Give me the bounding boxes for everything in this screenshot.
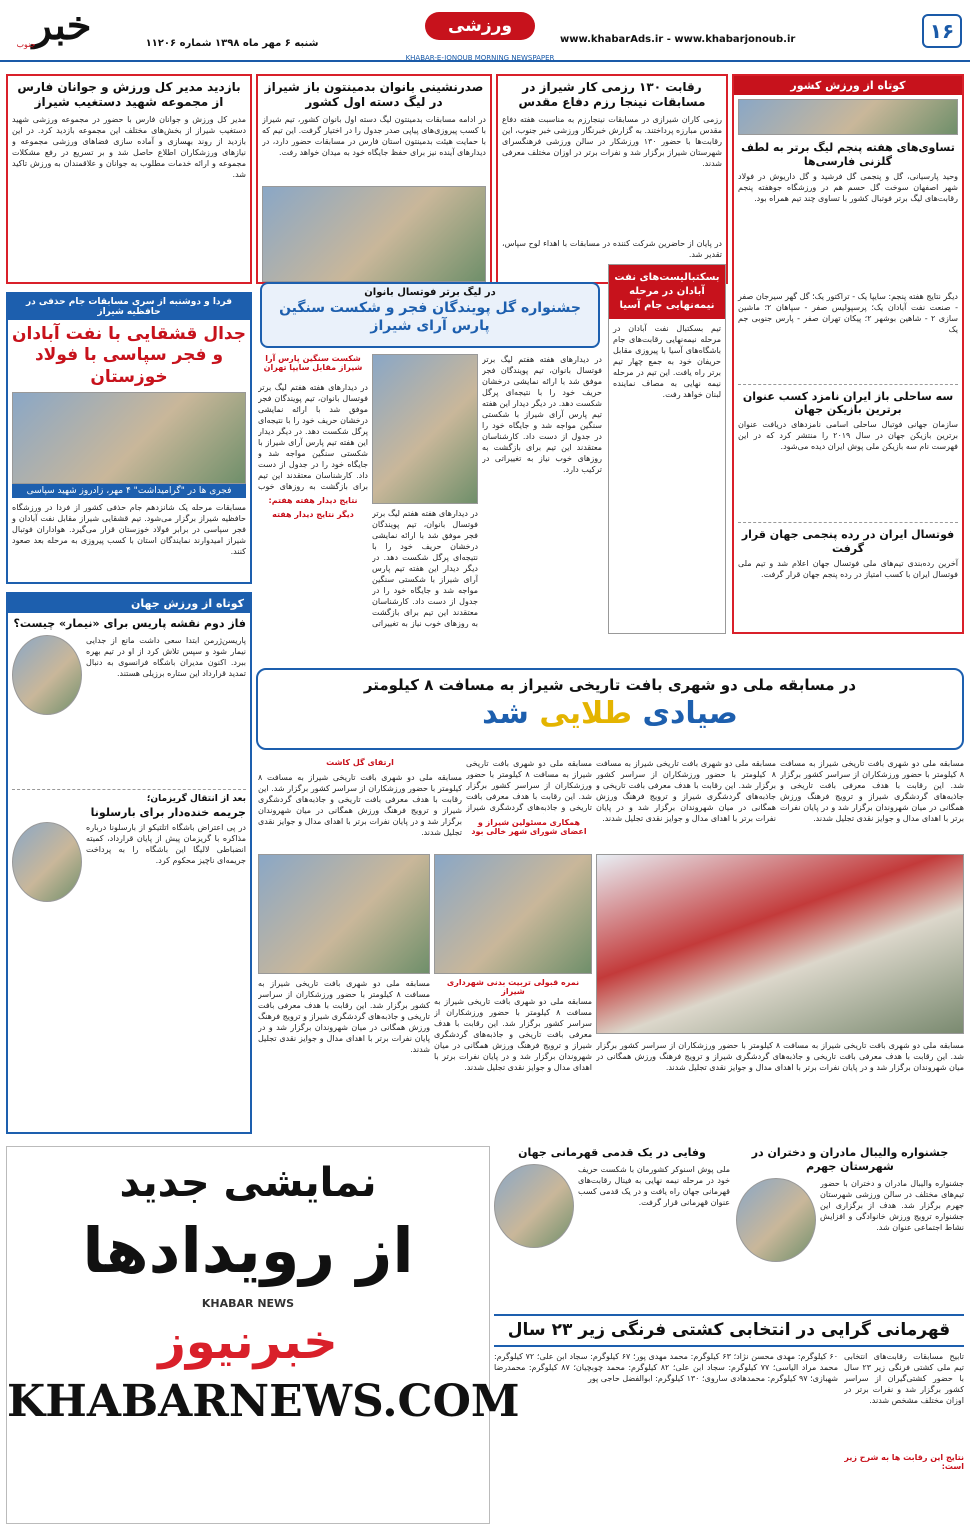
subhead: نتایج دیدار هفته هفتم: — [268, 496, 358, 505]
article-ninja-rezm — [496, 74, 728, 284]
subhead: نمره قبولی تربیت بدنی شهرداری شیراز — [446, 978, 580, 996]
headline: فاز دوم نقشه پاریس برای «نیمار» چیست؟ — [13, 617, 246, 630]
article-futsal — [256, 282, 604, 634]
section-badge: ورزشی — [425, 12, 535, 40]
article-body-2: در دیدارهای هفته هفتم لیگ برتر فوتسال بانوان، تیم پویندگان فجر موفق شد با ارائه نمایشی درخشان حریف خود را با نتیجه‌ای پرگل شکست دهد. در دیگر دیدار این هفته تیم پارس آرای شیراز با شکستی سنگین مواجه شد و جایگاه خود را در جدول از دست داد. کارشناسان معتقدند این تیم برای بازگشت به روزهای خوب نیاز به تغییراتی — [372, 509, 478, 628]
headline: فوتسال ایران در رده پنجمی جهان قرار گرفت — [741, 528, 955, 555]
headline: تساوی‌های هفته پنجم لیگ برتر به لطف گلزنی فارسی‌ها — [741, 141, 955, 168]
ad-line-2: از رویدادها — [82, 1214, 414, 1287]
headline: جریمه خنده‌دار برای بارسلونا — [90, 805, 246, 819]
results: دیگر نتایج هفته پنجم: سایپا یک - تراکتور یک؛ گل گهر سیرجان صفر - صنعت نفت آبادان یک؛ پرسپولیس صفر - سپاهان ۲؛ ماشین سازی ۲ - شاهین بوشهر ۲؛ پیکان تهران صفر - پارس جنوبی جم یک — [738, 291, 959, 334]
award-photo-1 — [434, 854, 592, 974]
subhead: دیگر نتایج دیدار هفته — [272, 510, 354, 519]
league-photo — [738, 99, 958, 135]
badminton-team-photo — [262, 186, 486, 282]
world-news-column — [6, 592, 252, 1134]
headline: قهرمانی گرایی در انتخابی کشتی فرنگی زیر ۲۳ سال — [494, 1314, 964, 1347]
column-header: کوتاه از ورزش جهان — [8, 594, 250, 613]
article-body: مسابقه ملی دو شهری بافت تاریخی شیراز به مسافت ۸ کیلومتر با حضور ورزشکاران از سراسر کشور برگزار شد. این رقابت با هدف معرفی بافت تاریخی و جاذبه‌های گردشگری شیراز و ترویج فرهنگ ورزش همگانی در میان شهروندان برگزار شد و در پایان نفرات برتر با اهدای مدال و جوایز نقدی تجلیل شدند. — [780, 759, 964, 823]
ad-brand-fa: خبرنیوز — [158, 1314, 338, 1370]
article-wrestling — [494, 1314, 964, 1524]
results: در پایان از حاضرین شرکت کننده در مسابقات با اهداء لوح سپاس، تقدیر شد. — [502, 239, 722, 259]
headline: بازدید مدیر کل ورزش و جوانان فارس از مجموعه شهید دستغیب شیراز — [17, 80, 241, 109]
article-body: مدیر کل ورزش و جوانان فارس با حضور در مجموعه ورزشی شهید دستغیب شیراز از بخش‌های مختلف این مجموعه بازدید کرد. در این بازدید از روند بهسازی و آماده سازی فضاهای ورزشی مجموعه و نیازهای ورزشکاران اطلاع حاصل شد و بر تسریع در رفع مشکلات مجموعه و ارائه خدمات مطلوب به جوانان و علاقمندان به ورزش تاکید شد. — [12, 115, 246, 179]
article-body-7: مسابقه ملی دو شهری بافت تاریخی شیراز به مسافت ۸ کیلومتر با حضور ورزشکاران از سراسر کشور برگزار شد. این رقابت با هدف معرفی بافت تاریخی و جاذبه‌های گردشگری شیراز و ترویج فرهنگ ورزش همگانی در میان شهروندان برگزار شد و در پایان نفرات برتر با اهدای مدال و جوایز نقدی تجلیل شدند. — [596, 1041, 964, 1072]
griezmann-photo — [12, 822, 82, 902]
subhead: شکست سنگین پارس آرا شیراز مقابل سایپا تهران — [263, 354, 363, 372]
subhead: همکاری مسئولین شیراز و اعضای شورای شهر خالی بود — [471, 818, 587, 836]
banner: فردا و دوشنبه از سری مسابقات جام حذفی در حافظیه شیراز — [8, 294, 250, 320]
super-title: بعد از انتقال گریزمان؛ — [146, 793, 246, 804]
article-director-visit — [6, 74, 252, 284]
subhead: ارتقای گل کاشت — [326, 758, 394, 767]
article-body-3: مسابقه ملی دو شهری بافت تاریخی شیراز به مسافت ۸ کیلومتر با حضور ورزشکاران از سراسر کشور برگزار شد. این رقابت با هدف معرفی بافت تاریخی و جاذبه‌های گردشگری شیراز — [466, 759, 592, 812]
headline: سه ساحلی باز ایران نامزد کسب عنوان برترین بازیکن جهان — [742, 389, 954, 417]
article-body: سازمان جهانی فوتبال ساحلی اسامی نامزدهای دریافت عنوان برترین بازیکن جهان در سال ۲۰۱۹ را منتشر کرد که در این فهرست نام سه بازیکن ملی پوش ایران دیده می‌شود. — [738, 420, 958, 451]
article-body: در ادامه مسابقات بدمینتون لیگ دسته اول بانوان کشور، تیم شیراز با کسب پیروزی‌های پیاپی صدر جدول را در اختیار گرفت. این تیم که با حمایت هیئت بدمینتون استان فارس در مسابقات حضور دارد، در دیدارهای آینده نیز برای حفظ جایگاه خود به میدان خواهد رفت. — [262, 115, 486, 157]
headline: جدال قشقایی با نفت آبادان و فجر سپاسی با فولاد خوزستان — [12, 324, 246, 387]
article-hazfi-cup — [6, 292, 252, 584]
article-body: پاریسن‌ژرمن ابتدا سعی داشت مانع از جدایی نیمار شود و سپس تلاش کرد از او در تیم بهره ببرد. اکنون مدیران باشگاه فرانسوی به دنبال تمدید قرارداد این ستاره برزیلی هستند. — [86, 635, 246, 678]
headline: جشنواره والیبال مادران و دختران در شهرستان جهرم — [751, 1146, 949, 1173]
article-body-2: مسابقه ملی دو شهری بافت تاریخی شیراز به مسافت ۸ کیلومتر با حضور ورزشکاران از سراسر کشور برگزار شد. این رقابت با هدف معرفی بافت تاریخی و جاذبه‌های گردشگری شیراز و ترویج فرهنگ ورزش همگانی در میان شهروندان برگزار شد و در پایان نفرات برتر با اهدای مدال و جوایز نقدی تجلیل شدند. — [596, 759, 776, 823]
title-part: شد — [482, 696, 529, 731]
logo: خبر — [32, 2, 92, 49]
khabarnews-ad[interactable] — [6, 1146, 520, 1524]
headline: رقابت ۱۳۰ رزمی کار شیراز در مسابقات نینجا رزم دفاع مقدس — [518, 80, 706, 109]
title-part: صیادی — [642, 696, 738, 731]
article-body-4: مسابقه ملی دو شهری بافت تاریخی شیراز به مسافت ۸ کیلومتر با حضور ورزشکاران از سراسر کشور برگزار شد. این رقابت با هدف معرفی بافت تاریخی و جاذبه‌های گردشگری شیراز و ترویج فرهنگ ورزش همگانی در میان شهروندان برگزار شد و در پایان نفرات برتر با اهدای مدال و جوایز نقدی تجلیل شدند. — [258, 773, 462, 837]
article-body: در دیدارهای هفته هفتم لیگ برتر فوتسال بانوان، تیم پویندگان فجر موفق شد با ارائه نمایشی درخشان حریف خود را با نتیجه‌ای پرگل شکست دهد. در دیگر دیدار این هفته تیم پارس آرای شیراز با شکستی سنگین مواجه شد و جایگاه خود را در جدول از دست داد. کارشناسان معتقدند این تیم برای بازگشت به روزهای خوب نیاز به تغییراتی در ترکیب دارد. — [482, 355, 602, 474]
article-body-3: در دیدارهای هفته هفتم لیگ برتر فوتسال بانوان، تیم پویندگان فجر موفق شد با ارائه نمایشی درخشان حریف خود را با نتیجه‌ای پرگل شکست دهد. در دیگر دیدار این هفته تیم پارس آرای شیراز با شکستی سنگین مواجه شد و جایگاه خود را در جدول از دست داد. کارشناسان معتقدند این تیم برای بازگشت به روزهای خوب — [258, 383, 368, 491]
article-body: ملی پوش اسنوکر کشورمان با شکست حریف خود در مرحله نیمه نهایی به فینال رقابت‌های قهرمانی جهان راه یافت و در یک قدمی کسب عنوان قهرمانی قرار گرفت. — [578, 1164, 730, 1207]
title-highlight: طلایی — [539, 696, 633, 731]
ad-url[interactable]: KHABARNEWS.COM — [7, 1376, 520, 1427]
page-header — [0, 0, 970, 62]
results: ۶۰ کیلوگرم: مهدی محسن نژاد؛ ۶۳ کیلوگرم: محمد مهدی پور؛ ۶۷ کیلوگرم: سجاد ابن علی؛ ۷۲ کیلوگرم: محمد مراد الیاسی؛ ۷۷ کیلوگرم: سجاد ابن علی؛ ۸۲ کیلوگرم: محمد چوبچیان؛ ۸۷ کیلوگرم: محمدرضا شهبازی؛ ۹۷ کیلوگرم: محمدهادی ساروی؛ ۱۳۰ کیلوگرم: ابوالفضل حاجی پور — [494, 1352, 838, 1384]
article-marathon — [256, 668, 964, 1136]
ad-brand-en: KHABAR NEWS — [201, 1297, 295, 1310]
article-snooker — [494, 1146, 730, 1310]
page-number: ۱۶ — [922, 14, 962, 48]
results-head: نتایج این رقابت ها به شرح زیر است: — [844, 1453, 964, 1472]
caption: فجری ها در "گرامیداشت" ۴ مهر، زادروز شهید سپاسی — [12, 484, 246, 498]
article-body: وحید پارسیانی، گل و پنجمی گل فرشید و گل داریوش در فولاد شهر اصفهان سوخت گل حسم هم در ورزشگاه جوهفته پنجم رقابت‌های لیگ برتر فوتبال کشور با تساوی چند تیم همراه بود. — [738, 171, 958, 203]
article-body-5: مسابقه ملی دو شهری بافت تاریخی شیراز به مسافت ۸ کیلومتر با حضور ورزشکاران از سراسر کشور برگزار شد. این رقابت با هدف معرفی بافت تاریخی و جاذبه‌های گردشگری شیراز و ترویج فرهنگ ورزش همگانی در میان شهروندان برگزار شد و در پایان نفرات برتر با اهدای مدال و جوایز نقدی تجلیل شدند. — [434, 997, 592, 1072]
ad-line-1: نمایشی جدید — [119, 1160, 377, 1206]
article-body: تابیح مسابقات رقابت‌های انتخابی تیم ملی کشتی فرنگی زیر ۲۳ سال با حضور کشتی‌گیران از سراسر کشور برگزار شد و نفرات برتر در اوزان مختلف مشخص شدند. — [844, 1352, 964, 1406]
futsal-photo — [372, 354, 478, 504]
headline-box — [256, 668, 964, 750]
article-body: جشنواره والیبال مادران و دختران با حضور تیم‌های مختلف در سالن ورزشی شهرستان جهرم برگزار شد. هدف از برگزاری این جشنواره ترویج ورزش خانوادگی و افزایش نشاط اجتماعی عنوان شد. — [820, 1178, 964, 1232]
country-news-column — [732, 74, 964, 634]
article-basketball — [608, 264, 726, 634]
article-body-6: مسابقه ملی دو شهری بافت تاریخی شیراز به مسافت ۸ کیلومتر با حضور ورزشکاران از سراسر کشور برگزار شد. این رقابت با هدف معرفی بافت تاریخی و جاذبه‌های گردشگری شیراز و ترویج فرهنگ ورزش همگانی در میان شهروندان برگزار شد و در پایان نفرات برتر با اهدای مدال و جوایز نقدی تجلیل شدند. — [258, 979, 430, 1054]
neymar-photo — [12, 635, 82, 715]
logo-sub: جنوب — [16, 40, 36, 49]
snooker-photo — [494, 1164, 574, 1248]
super-title: در لیگ برتر فوتسال بانوان — [364, 287, 496, 298]
date-line: شنبه ۶ مهر ماه ۱۳۹۸ شماره ۱۱۲۰۶ — [145, 38, 319, 49]
headline: وفایی در یک قدمی قهرمانی جهان — [518, 1146, 706, 1159]
volleyball-photo — [736, 1178, 816, 1262]
column-header: کوتاه از ورزش کشور — [734, 76, 962, 95]
headline: بسکتبالیست‌های نفت آبادان در مرحله نیمه‌نهایی جام آسیا — [609, 265, 725, 319]
headline: صدرنشینی بانوان بدمینتون باز شیراز در لیگ دسته اول کشور — [264, 80, 484, 109]
super-title: در مسابقه ملی دو شهری بافت تاریخی شیراز به مسافت ۸ کیلومتر — [363, 676, 857, 694]
article-body: آخرین رده‌بندی تیم‌های ملی فوتسال جهان اعلام شد و تیم ملی فوتسال ایران با کسب امتیاز در رده پنجم جهان قرار گرفت. — [738, 558, 958, 579]
websites: www.khabarAds.ir - www.khabarjonoub.ir — [560, 34, 796, 45]
headline: جشنواره گل پویندگان فجر و شکست سنگین پارس آرای شیراز — [279, 300, 581, 334]
article-body: رزمی کاران شیرازی در مسابقات نینجارزم به مناسبت هفته دفاع مقدس مبارزه پرداختند. به گزارش خبرنگار ورزشی خبر جنوب، این رقابت‌ها با حضور ۱۳۰ ورزشکار در سالن ورزشی فرهنگسرای شهرستان شیراز برگزار شد و نفرات برتر در اوزان مختلف معرفی شدند. — [502, 115, 722, 168]
article-body: مسابقات مرحله یک شانزدهم جام حذفی کشور از فردا در ورزشگاه حافظیه شیراز برگزار می‌شود. تیم قشقایی شیراز مقابل نفت آبادان و فجر سپاسی در برابر فولاد خوزستان قرار می‌گیرد. هواداران فوتبال شیراز امیدوارند نمایندگان استان با کسب پیروزی به مرحله بعد صعود کنند. — [12, 502, 246, 556]
english-tagline: KHABAR-E-JONOUB MORNING NEWSPAPER — [405, 54, 555, 62]
article-body: در پی اعتراض باشگاه اتلتیکو از بارسلونا درباره مذاکره با گریزمان پیش از پایان قرارداد، کمیته انضباطی لالیگا این باشگاه را به پرداخت جریمه‌ای ناچیز محکوم کرد. — [86, 822, 246, 865]
team-photo — [12, 392, 246, 484]
article-body: تیم بسکتبال نفت آبادان در مرحله نیمه‌نهایی رقابت‌های جام باشگاه‌های آسیا با پیروزی مقابل حریفان خود به جمع چهار تیم برتر راه یافت. این تیم در مرحله نیمه نهایی به مصاف نماینده لبنان خواهد رفت. — [613, 324, 721, 399]
award-photo-2 — [258, 854, 430, 974]
headline-box — [260, 282, 600, 348]
runners-photo — [596, 854, 964, 1034]
article-badminton — [256, 74, 492, 284]
article-volleyball — [736, 1146, 964, 1310]
